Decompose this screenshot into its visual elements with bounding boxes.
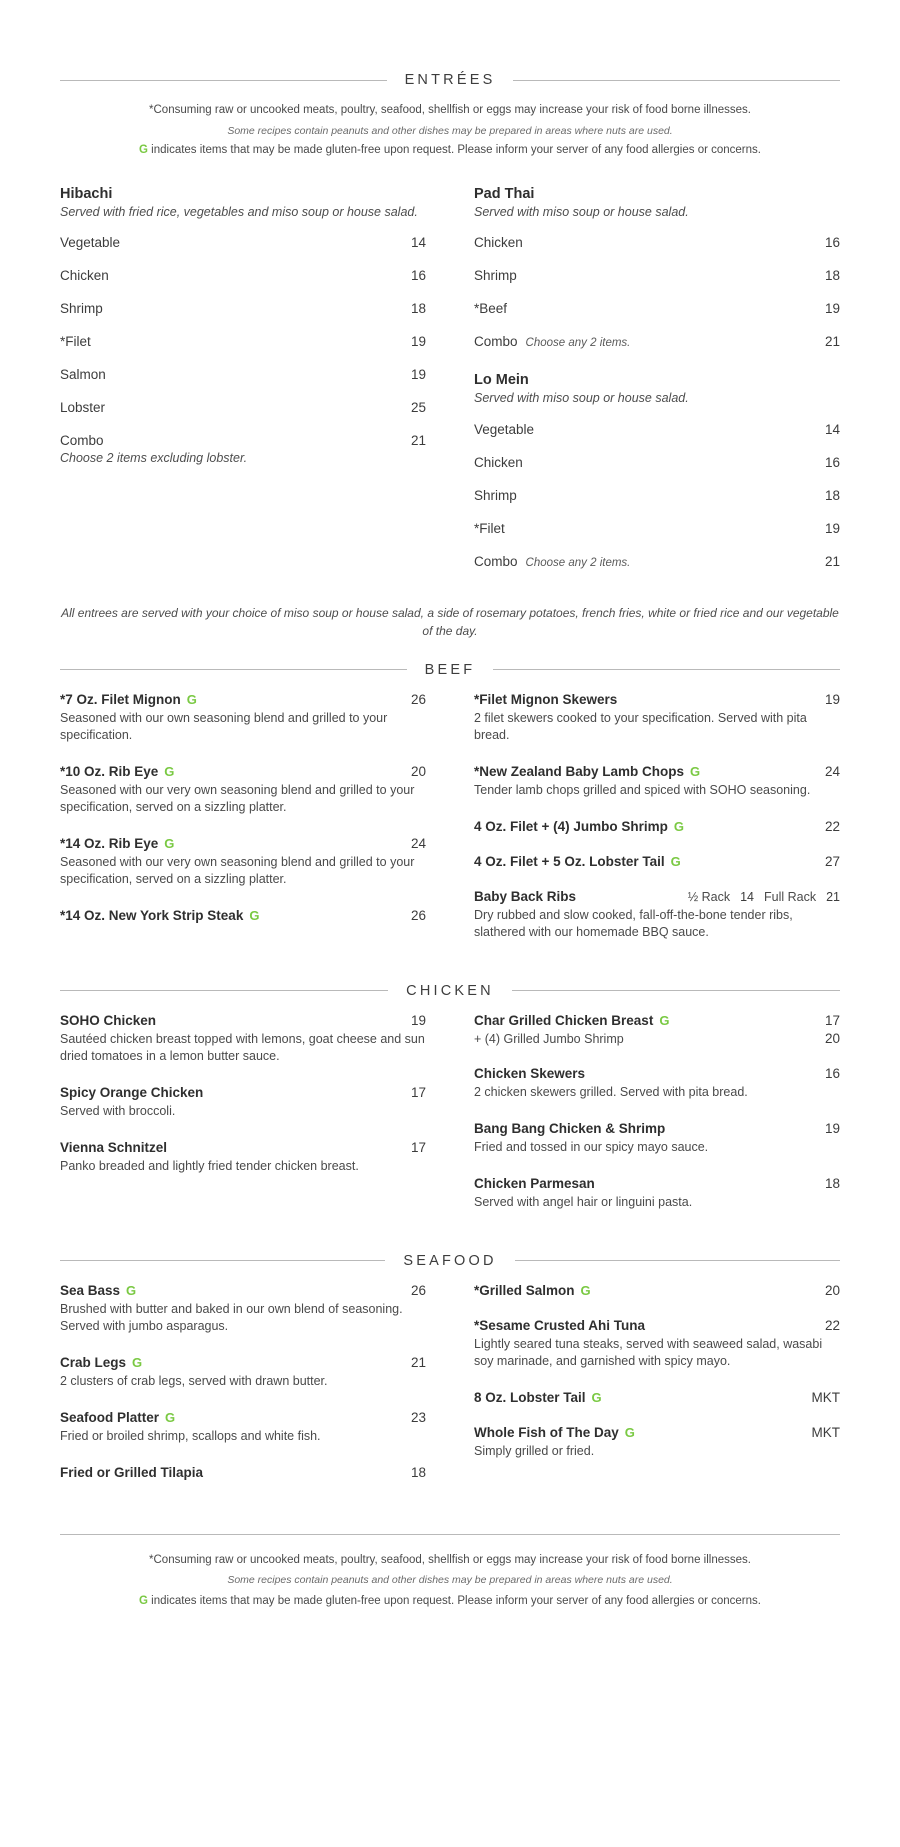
item-price: 25 [410,400,426,416]
menu-row [60,391,426,424]
rule-right [512,990,840,991]
item-name [474,1013,811,1028]
item-price: 19 [824,1120,840,1136]
item-description: Tender lamb chops grilled and spiced with SOHO seasoning. [474,782,811,797]
menu-item-line [474,889,840,904]
item-name: Fried or Grilled Tilapia [60,1464,204,1480]
item-description: Dry rubbed and slow cooked, fall-off-the-bone tender ribs, slathered with our homemade BBQ sauce. [474,907,793,939]
menu-item [474,819,840,834]
full-rack-label: Full Rack [764,889,817,904]
item-price: 18 [824,1175,840,1191]
rack-price-group [678,890,840,904]
item-name: Combo [60,433,104,449]
menu-row [60,226,426,259]
item-name [474,854,811,869]
menu-item [474,692,840,744]
menu-item [60,1465,426,1480]
item-name: Chicken [474,454,523,470]
bottom-disclaimer [60,1551,840,1629]
menu-item-line [474,819,840,834]
gluten-free-icon: G [249,907,260,923]
item-label: Combo [474,334,518,350]
item-label: 8 Oz. Lobster Tail [474,1389,586,1405]
disclaimer-nuts: Some recipes contain peanuts and other dishes may be prepared in areas where nuts are used. [227,124,673,137]
item-name: *Filet [60,334,91,350]
item-description: Fried and tossed in our spicy mayo sauce. [474,1139,709,1154]
menu-item [60,692,426,744]
item-label: Char Grilled Chicken Breast [474,1012,654,1028]
menu-row [474,292,840,325]
item-label: Crab Legs [60,1354,127,1370]
item-description: Simply grilled or fried. [474,1443,595,1458]
menu-row [474,479,840,512]
item-subnote: Choose any 2 items. [525,337,631,350]
group-description: Served with miso soup or house salad. [474,204,689,219]
seafood-left-column [60,1283,426,1500]
item-name [474,554,813,569]
group-description: Served with fried rice, vegetables and miso soup or house salad. [60,204,418,219]
gluten-free-icon: G [126,1282,137,1298]
menu-item-line [474,764,840,779]
menu-item-line [474,1425,840,1440]
item-name: Shrimp [60,301,103,317]
item-name: *Beef [474,301,508,317]
menu-item-line [474,1121,840,1136]
item-price: 22 [824,818,840,834]
rule-left [60,990,388,991]
entrees-left-column [60,186,426,586]
menu-item [60,836,426,888]
disclaimer-gluten-free-text: indicates items that may be made gluten-free upon request. Please inform your server of any food allergies or concerns. [147,144,761,157]
menu-item-line [60,1355,426,1370]
item-price: 17 [410,1139,426,1155]
menu-row [474,226,840,259]
gluten-free-icon: G [659,1012,670,1028]
gluten-free-icon: G [580,1282,591,1298]
menu-item-line [60,836,426,851]
item-price: 22 [824,1317,840,1333]
item-price: 17 [824,1012,840,1028]
gluten-free-icon: G [690,763,701,779]
section-title-seafood: SEAFOOD [403,1252,497,1269]
item-description: 2 clusters of crab legs, served with drawn butter. [60,1373,328,1388]
item-price: 23 [410,1409,426,1425]
item-description: Seasoned with our very own seasoning blend and grilled to your specification, served on a sizzling platter. [60,854,415,886]
item-price: 19 [824,691,840,707]
item-price: 20 [410,763,426,779]
item-price: 21 [410,1354,426,1370]
item-label: Combo [474,553,518,569]
half-rack-price: 14 [740,889,754,904]
menu-row [60,358,426,391]
item-name: Lobster [60,400,106,416]
item-name [60,1410,397,1425]
item-label: *10 Oz. Rib Eye [60,763,159,779]
item-name: Spicy Orange Chicken [60,1084,204,1100]
menu-item-line [60,692,426,707]
item-description: Fried or broiled shrimp, scallops and white fish. [60,1428,321,1443]
rule-right [513,80,840,81]
item-price: 19 [410,334,426,350]
menu-row [474,325,840,358]
rule-right [493,669,840,670]
item-price: 16 [824,235,840,251]
item-label: 4 Oz. Filet + (4) Jumbo Shrimp [474,818,668,834]
menu-row [60,292,426,325]
item-price: 14 [824,421,840,437]
menu-item [60,908,426,923]
group-title: Pad Thai [474,185,535,202]
item-label: Whole Fish of The Day [474,1424,619,1440]
item-description: Brushed with butter and baked in our own blend of seasoning. Served with jumbo asparagus. [60,1301,403,1333]
item-note: Choose 2 items excluding lobster. [60,451,248,466]
gluten-free-icon: G [139,144,148,157]
item-label: *7 Oz. Filet Mignon [60,691,181,707]
item-name [60,908,397,923]
menu-item [60,764,426,816]
menu-item [474,889,840,941]
item-name: Chicken [474,235,523,251]
item-name: *Sesame Crusted Ahi Tuna [474,1317,646,1333]
item-price: 19 [824,520,840,536]
item-name [60,1283,397,1298]
menu-item [474,764,840,799]
gluten-free-icon: G [670,853,681,869]
menu-item [474,1013,840,1046]
menu-item-line [60,1410,426,1425]
gluten-free-icon: G [164,763,175,779]
item-name: Salmon [60,367,106,383]
item-description: Served with angel hair or linguini pasta. [474,1194,693,1209]
item-name [474,334,813,349]
disclaimer-gluten-free [60,1592,840,1610]
gluten-free-icon: G [186,691,197,707]
item-price: 19 [410,367,426,383]
menu-item [60,1140,426,1175]
beef-columns [60,692,840,961]
disclaimer-gluten-free-text: indicates items that may be made gluten-free upon request. Please inform your server of any food allergies or concerns. [147,1595,761,1608]
item-price: 27 [824,853,840,869]
item-label: *Grilled Salmon [474,1282,575,1298]
item-extra-option [474,1031,840,1046]
menu-item-line [474,1066,840,1081]
item-price: 19 [824,301,840,317]
menu-item [474,1283,840,1298]
section-title-entrees: ENTRÉES [404,72,496,88]
footer-divider [60,1534,840,1535]
top-spacer [60,40,840,50]
menu-item [474,854,840,869]
menu-row [474,413,840,446]
menu-item-line [474,1283,840,1298]
menu-item [60,1410,426,1445]
half-rack-label: ½ Rack [687,889,731,904]
menu-item-line [474,1318,840,1333]
item-name: Chicken Parmesan [474,1175,595,1191]
group-lo-mein [474,372,840,578]
chicken-columns [60,1013,840,1231]
item-name: Shrimp [474,268,517,284]
item-price: 14 [410,235,426,251]
extra-label: + (4) Grilled Jumbo Shrimp [474,1031,624,1046]
section-header-chicken [60,983,840,999]
menu-item [60,1283,426,1335]
item-description: Lightly seared tuna steaks, served with seaweed salad, wasabi soy marinade, and garnished with spicy mayo. [474,1336,823,1368]
item-label: Sea Bass [60,1282,121,1298]
menu-item [474,1318,840,1370]
item-name [60,764,397,779]
menu-row [60,259,426,292]
seafood-columns [60,1283,840,1500]
entrees-right-column [474,186,840,586]
item-description: 2 filet skewers cooked to your specification. Served with pita bread. [474,710,807,742]
extra-price: 20 [824,1030,840,1046]
item-name: Chicken Skewers [474,1065,586,1081]
menu-item-line [474,1390,840,1405]
menu-item-line [474,854,840,869]
gluten-free-icon: G [139,1595,148,1608]
menu-row [474,545,840,578]
menu-item-line [474,1013,840,1028]
group-hibachi [60,186,426,472]
item-label: 4 Oz. Filet + 5 Oz. Lobster Tail [474,853,665,869]
rule-left [60,80,387,81]
menu-row [60,325,426,358]
menu-item [474,1121,840,1156]
section-header-entrees [60,72,840,88]
menu-item [474,1425,840,1460]
gluten-free-icon: G [673,818,685,834]
item-name: Vegetable [474,421,535,437]
menu-item [474,1066,840,1101]
disclaimer-raw-food: *Consuming raw or uncooked meats, poultry, seafood, shellfish or eggs may increase your risk of food borne illnesses. [149,104,751,116]
menu-row [474,259,840,292]
item-price: 26 [410,907,426,923]
item-price: 19 [410,1012,426,1028]
entrees-footer-note: All entrees are served with your choice of miso soup or house salad, a side of rosemary potatoes, french fries, white or fried rice and our vegetable of the day. [61,605,839,638]
menu-row [474,512,840,545]
menu-item-line [60,1013,426,1028]
item-price: 24 [410,835,426,851]
menu-item-line [60,764,426,779]
item-label: Seafood Platter [60,1409,160,1425]
item-description: Panko breaded and lightly fried tender chicken breast. [60,1158,359,1173]
item-price: 18 [410,301,426,317]
section-header-beef [60,662,840,678]
item-description: Served with broccoli. [60,1103,176,1118]
item-label: *14 Oz. Rib Eye [60,835,159,851]
disclaimer-raw-food: *Consuming raw or uncooked meats, poultry, seafood, shellfish or eggs may increase your risk of food borne illnesses. [149,1553,751,1566]
entrees-columns [60,186,840,586]
top-disclaimer [60,102,840,160]
gluten-free-icon: G [624,1424,635,1440]
item-price: 17 [410,1084,426,1100]
menu-item-line [60,1140,426,1155]
item-label: *New Zealand Baby Lamb Chops [474,763,685,779]
menu-item-line [60,1465,426,1480]
rule-left [60,669,407,670]
menu-item-line [474,692,840,707]
rule-right [515,1260,840,1261]
item-subnote: Choose any 2 items. [525,556,631,569]
menu-item-line [60,908,426,923]
menu-item-line [474,1176,840,1191]
gluten-free-icon: G [132,1354,143,1370]
item-price: MKT [811,1424,840,1440]
seafood-right-column [474,1283,840,1500]
group-title: Lo Mein [474,372,529,389]
item-name: Shrimp [474,487,517,503]
item-description: Seasoned with our own seasoning blend and grilled to your specification. [60,710,388,742]
item-price: 18 [410,1464,426,1480]
gluten-free-icon: G [591,1389,602,1405]
item-name: Vienna Schnitzel [60,1139,168,1155]
item-name [60,836,397,851]
item-name [474,819,811,834]
item-name [60,1355,397,1370]
item-name [474,1283,811,1298]
group-pad-thai [474,186,840,359]
item-name [474,1425,798,1440]
item-price: 21 [824,334,840,350]
section-title-beef: BEEF [424,661,476,678]
item-description: Sautéed chicken breast topped with lemons, goat cheese and sun dried tomatoes in a lemon butter sauce. [60,1031,425,1063]
item-name: Vegetable [60,235,121,251]
item-name [474,1390,798,1405]
menu-item-line [60,1283,426,1298]
gluten-free-icon: G [164,835,175,851]
item-price: 16 [410,268,426,284]
menu-item-line [60,1085,426,1100]
disclaimer-nuts: Some recipes contain peanuts and other dishes may be prepared in areas where nuts are used. [227,1574,673,1587]
item-name: SOHO Chicken [60,1012,157,1028]
item-price: 16 [824,1065,840,1081]
item-name [60,692,397,707]
section-header-seafood [60,1253,840,1269]
full-rack-price: 21 [826,889,840,904]
item-price: 24 [824,763,840,779]
item-price: 20 [824,1282,840,1298]
item-name [474,764,811,779]
item-price: MKT [811,1389,840,1405]
item-label: *14 Oz. New York Strip Steak [60,907,244,923]
chicken-right-column [474,1013,840,1231]
item-price: 26 [410,1282,426,1298]
disclaimer-gluten-free [60,142,840,160]
menu-item [474,1390,840,1405]
beef-right-column [474,692,840,961]
menu-item [474,1176,840,1211]
item-description: Seasoned with our very own seasoning blend and grilled to your specification, served on a sizzling platter. [60,782,415,814]
item-price: 16 [824,454,840,470]
item-price: 18 [824,268,840,284]
item-name: Bang Bang Chicken & Shrimp [474,1120,666,1136]
item-price: 26 [410,691,426,707]
rule-left [60,1260,385,1261]
item-name: *Filet Mignon Skewers [474,691,618,707]
menu-item [60,1013,426,1065]
item-price: 21 [824,553,840,569]
gluten-free-icon: G [165,1409,176,1425]
item-name: Baby Back Ribs [474,888,577,904]
menu-item [60,1355,426,1390]
chicken-left-column [60,1013,426,1231]
beef-left-column [60,692,426,961]
group-description: Served with miso soup or house salad. [474,391,689,406]
group-title: Hibachi [60,185,113,202]
menu-row [474,446,840,479]
item-price: 18 [824,487,840,503]
section-title-chicken: CHICKEN [406,982,494,999]
menu-item [60,1085,426,1120]
item-name: Chicken [60,268,109,284]
item-description: 2 chicken skewers grilled. Served with pita bread. [474,1084,748,1099]
item-price: 21 [410,433,426,449]
item-name: *Filet [474,520,505,536]
